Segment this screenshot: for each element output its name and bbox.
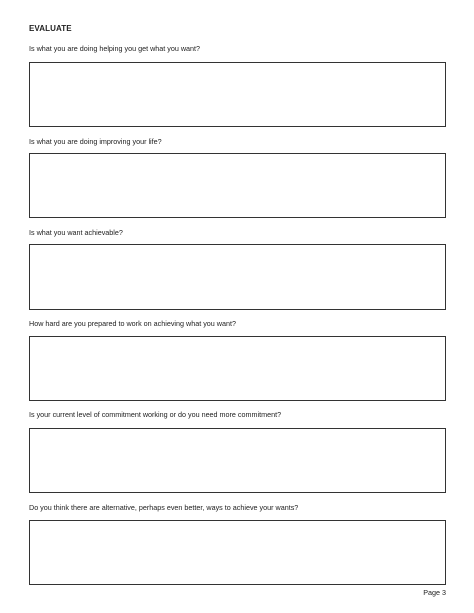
answer-box-4[interactable] bbox=[29, 336, 446, 401]
question-5-label: Is your current level of commitment working or do you need more commitment? bbox=[29, 410, 282, 419]
question-6-label: Do you think there are alternative, perhaps even better, ways to achieve your wants? bbox=[29, 503, 299, 512]
answer-box-5[interactable] bbox=[29, 428, 446, 493]
question-3-label: Is what you want achievable? bbox=[29, 228, 123, 237]
answer-box-6[interactable] bbox=[29, 520, 446, 585]
answer-box-3[interactable] bbox=[29, 244, 446, 310]
page-number: Page 3 bbox=[423, 588, 446, 597]
question-2-label: Is what you are doing improving your life? bbox=[29, 137, 162, 146]
answer-box-2[interactable] bbox=[29, 153, 446, 218]
section-heading: EVALUATE bbox=[29, 24, 72, 33]
answer-box-1[interactable] bbox=[29, 62, 446, 127]
question-1-label: Is what you are doing helping you get what you want? bbox=[29, 44, 201, 53]
question-4-label: How hard are you prepared to work on achieving what you want? bbox=[29, 319, 236, 328]
